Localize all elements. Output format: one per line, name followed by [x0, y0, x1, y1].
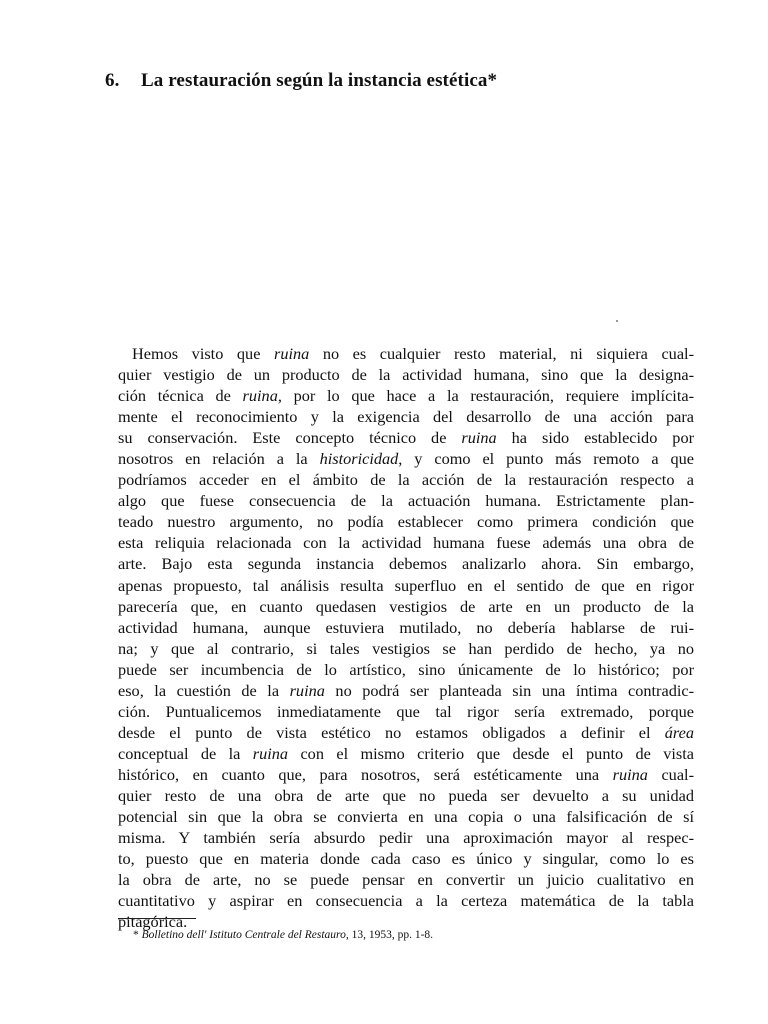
body-line: esta reliquia relacionada con la actividad humana fuese además una obra de: [118, 533, 694, 553]
body-line: Hemos visto que ruina no es cualquier resto material, ni siquiera cual-: [132, 344, 694, 363]
body-line: algo que fuese consecuencia de la actuación humana. Estrictamente plan-: [118, 491, 694, 511]
footnote-details: 13, 1953, pp. 1-8.: [351, 929, 434, 941]
body-line: cuantitativo y aspirar en consecuencia a la certeza matemática de la tabla: [118, 891, 694, 911]
body-line: quier vestigio de un producto de la actividad humana, sino que la designa-: [118, 365, 694, 385]
body-line: la obra de arte, no se puede pensar en convertir un juicio cualitativo en: [118, 870, 694, 890]
body-line: teado nuestro argumento, no podía establecer como primera condición que: [118, 512, 694, 532]
body-line: mente el reconocimiento y la exigencia del desarrollo de una acción para: [118, 407, 694, 427]
footnote-rule: [118, 918, 196, 919]
scan-speck: [616, 320, 618, 322]
footnote-source: Bolletino dell' Istituto Centrale del Restauro,: [141, 929, 349, 941]
footnote: [133, 929, 433, 941]
body-line: conceptual de la ruina con el mismo criterio que desde el punto de vista: [118, 743, 695, 763]
footnote-marker: *: [133, 929, 139, 941]
body-line: na; y que al contrario, si tales vestigios se han perdido de hecho, ya no: [118, 638, 694, 658]
body-line: nosotros en relación a la historicidad, y como el punto más remoto a que: [118, 449, 695, 469]
body-line: actividad humana, aunque estuviera mutilado, no debería hablarse de rui-: [118, 617, 694, 637]
body-line: histórico, en cuanto que, para nosotros, será estéticamente una ruina cual-: [118, 764, 694, 784]
body-line: to, puesto que en materia donde cada caso es único y singular, como lo es: [118, 849, 694, 869]
chapter-title: La restauración según la instancia estética*: [141, 70, 498, 91]
chapter-heading: [105, 70, 497, 92]
body-line: arte. Bajo esta segunda instancia debemos analizarlo ahora. Sin embargo,: [118, 554, 694, 574]
body-line: parecería que, en cuanto quedasen vestigios de arte en un producto de la: [118, 596, 694, 616]
body-line: ción. Puntualicemos inmediatamente que tal rigor sería extremado, porque: [118, 701, 694, 721]
body-line: apenas propuesto, tal análisis resulta superfluo en el sentido de que en rigor: [118, 575, 694, 595]
body-paragraph: [118, 343, 694, 932]
body-line: misma. Y también sería absurdo pedir una aproximación mayor al respec-: [118, 828, 694, 848]
body-line: ción técnica de ruina, por lo que hace a la restauración, requiere implícita-: [118, 386, 694, 406]
body-line: pitagórica.: [118, 912, 188, 932]
body-line: potencial sin que la obra se convierta en una copia o una falsificación de sí: [118, 807, 694, 827]
body-line: quier resto de una obra de arte que no pueda ser devuelto a su unidad: [118, 785, 694, 805]
body-line: su conservación. Este concepto técnico de ruina ha sido establecido por: [118, 428, 695, 448]
body-line: desde el punto de vista estético no estamos obligados a definir el área: [118, 722, 694, 742]
body-line: eso, la cuestión de la ruina no podrá ser planteada sin una íntima contradic-: [118, 680, 695, 700]
body-line: puede ser incumbencia de lo artístico, sino únicamente de lo histórico; por: [118, 659, 694, 679]
chapter-number: 6.: [105, 70, 120, 91]
body-line: podríamos acceder en el ámbito de la acción de la restauración respecto a: [118, 470, 694, 490]
